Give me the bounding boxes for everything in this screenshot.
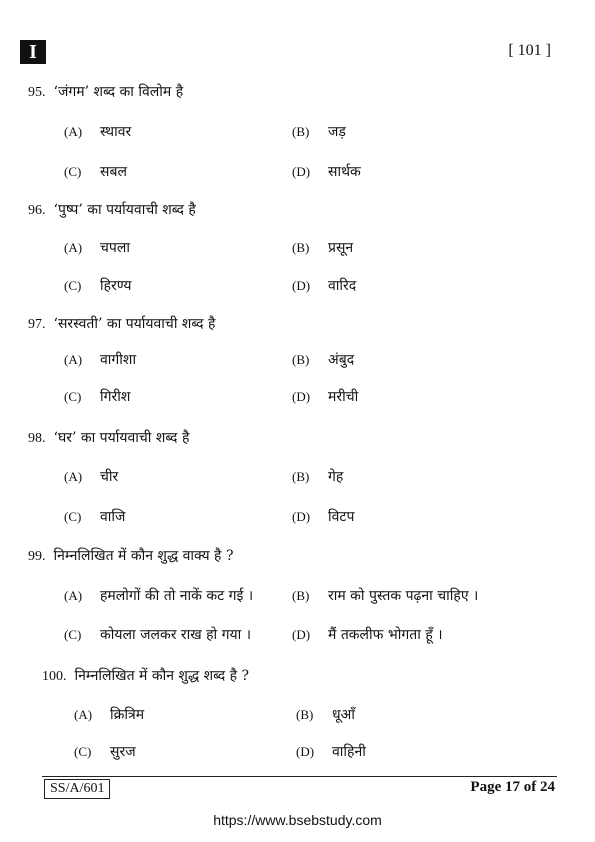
- question-100: [42, 666, 249, 685]
- question-text: ‘पुष्प’ का पर्यायवाची शब्द है: [53, 202, 196, 218]
- question-number: 99.: [28, 549, 46, 564]
- option-text: राम को पुस्तक पढ़ना चाहिए ।: [328, 588, 479, 604]
- question-98: [28, 428, 189, 447]
- option-label: (B): [292, 588, 310, 603]
- option-label: (C): [64, 278, 82, 293]
- option-96-c: [64, 276, 132, 295]
- question-99: [28, 546, 233, 565]
- option-text: गिरीश: [100, 389, 131, 405]
- question-95: [28, 82, 183, 101]
- option-text: सार्थक: [328, 164, 361, 180]
- option-label: (B): [292, 240, 310, 255]
- option-text: वागीशा: [100, 352, 137, 368]
- option-98-b: [292, 467, 343, 486]
- option-text: वारिद: [328, 278, 357, 294]
- option-text: चीर: [100, 469, 119, 485]
- question-number: 97.: [28, 317, 46, 332]
- section-marker: I: [20, 40, 46, 64]
- option-label: (C): [64, 164, 82, 179]
- question-number: 96.: [28, 203, 46, 218]
- page-number: [ 101 ]: [508, 42, 551, 59]
- option-label: (B): [296, 707, 314, 722]
- page-count: Page 17 of 24: [470, 779, 555, 795]
- option-text: हमलोगों की तो नाकें कट गई ।: [100, 588, 254, 604]
- option-label: (C): [74, 744, 92, 759]
- question-number: 98.: [28, 431, 46, 446]
- option-text: अंबुद: [328, 352, 355, 368]
- option-text: प्रसून: [328, 240, 354, 256]
- option-98-c: [64, 507, 125, 526]
- option-label: (D): [292, 627, 311, 642]
- option-95-d: [292, 162, 361, 181]
- option-text: सुरज: [110, 744, 136, 760]
- option-label: (A): [64, 352, 83, 367]
- question-96: [28, 200, 196, 219]
- option-text: हिरण्य: [100, 278, 132, 294]
- option-label: (A): [64, 124, 83, 139]
- option-text: मैं तकलीफ भोगता हूँ ।: [328, 627, 443, 643]
- question-text: ‘जंगम’ शब्द का विलोम है: [53, 84, 184, 100]
- option-99-c: [64, 625, 251, 644]
- option-text: जड़: [328, 124, 346, 140]
- option-text: धूआँ: [332, 707, 355, 723]
- question-97: [28, 314, 215, 333]
- footer-divider: [42, 776, 557, 777]
- option-label: (B): [292, 352, 310, 367]
- option-98-d: [292, 507, 354, 526]
- option-label: (A): [64, 240, 83, 255]
- paper-code: SS/A/601: [44, 779, 110, 799]
- option-label: (C): [64, 389, 82, 404]
- option-text: वाजि: [100, 509, 126, 525]
- option-100-a: [74, 705, 144, 724]
- option-99-b: [292, 586, 478, 605]
- option-label: (C): [64, 627, 82, 642]
- option-96-d: [292, 276, 356, 295]
- option-99-a: [64, 586, 253, 605]
- option-95-b: [292, 122, 346, 141]
- option-label: (B): [292, 469, 310, 484]
- question-number: 100.: [42, 669, 67, 684]
- question-number: 95.: [28, 85, 46, 100]
- option-100-d: [296, 742, 366, 761]
- option-text: विटप: [328, 509, 355, 525]
- option-text: मरीची: [328, 389, 359, 405]
- option-label: (B): [292, 124, 310, 139]
- option-label: (C): [64, 509, 82, 524]
- option-100-c: [74, 742, 136, 761]
- option-97-c: [64, 387, 130, 406]
- option-label: (A): [74, 707, 93, 722]
- option-95-c: [64, 162, 127, 181]
- option-text: गेह: [328, 469, 344, 485]
- option-100-b: [296, 705, 355, 724]
- option-label: (D): [292, 389, 311, 404]
- option-label: (D): [292, 164, 311, 179]
- option-99-d: [292, 625, 443, 644]
- option-text: स्थावर: [100, 124, 132, 140]
- option-96-a: [64, 238, 130, 257]
- option-text: क्रित्रिम: [110, 707, 145, 723]
- option-label: (D): [296, 744, 315, 759]
- option-label: (A): [64, 469, 83, 484]
- option-text: चपला: [100, 240, 130, 256]
- question-text: ‘घर’ का पर्यायवाची शब्द है: [53, 430, 190, 446]
- question-text: निम्नलिखित में कौन शुद्ध शब्द है ?: [74, 668, 250, 684]
- question-text: निम्नलिखित में कौन शुद्ध वाक्य है ?: [53, 548, 234, 564]
- option-text: सबल: [100, 164, 127, 180]
- option-text: कोयला जलकर राख हो गया ।: [100, 627, 252, 643]
- option-97-a: [64, 350, 136, 369]
- website-url[interactable]: https://www.bsebstudy.com: [213, 812, 382, 828]
- option-97-b: [292, 350, 354, 369]
- option-label: (D): [292, 278, 311, 293]
- option-98-a: [64, 467, 118, 486]
- option-97-d: [292, 387, 358, 406]
- option-label: (D): [292, 509, 311, 524]
- option-label: (A): [64, 588, 83, 603]
- question-text: ‘सरस्वती’ का पर्यायवाची शब्द है: [53, 316, 216, 332]
- option-95-a: [64, 122, 131, 141]
- option-96-b: [292, 238, 353, 257]
- option-text: वाहिनी: [332, 744, 366, 760]
